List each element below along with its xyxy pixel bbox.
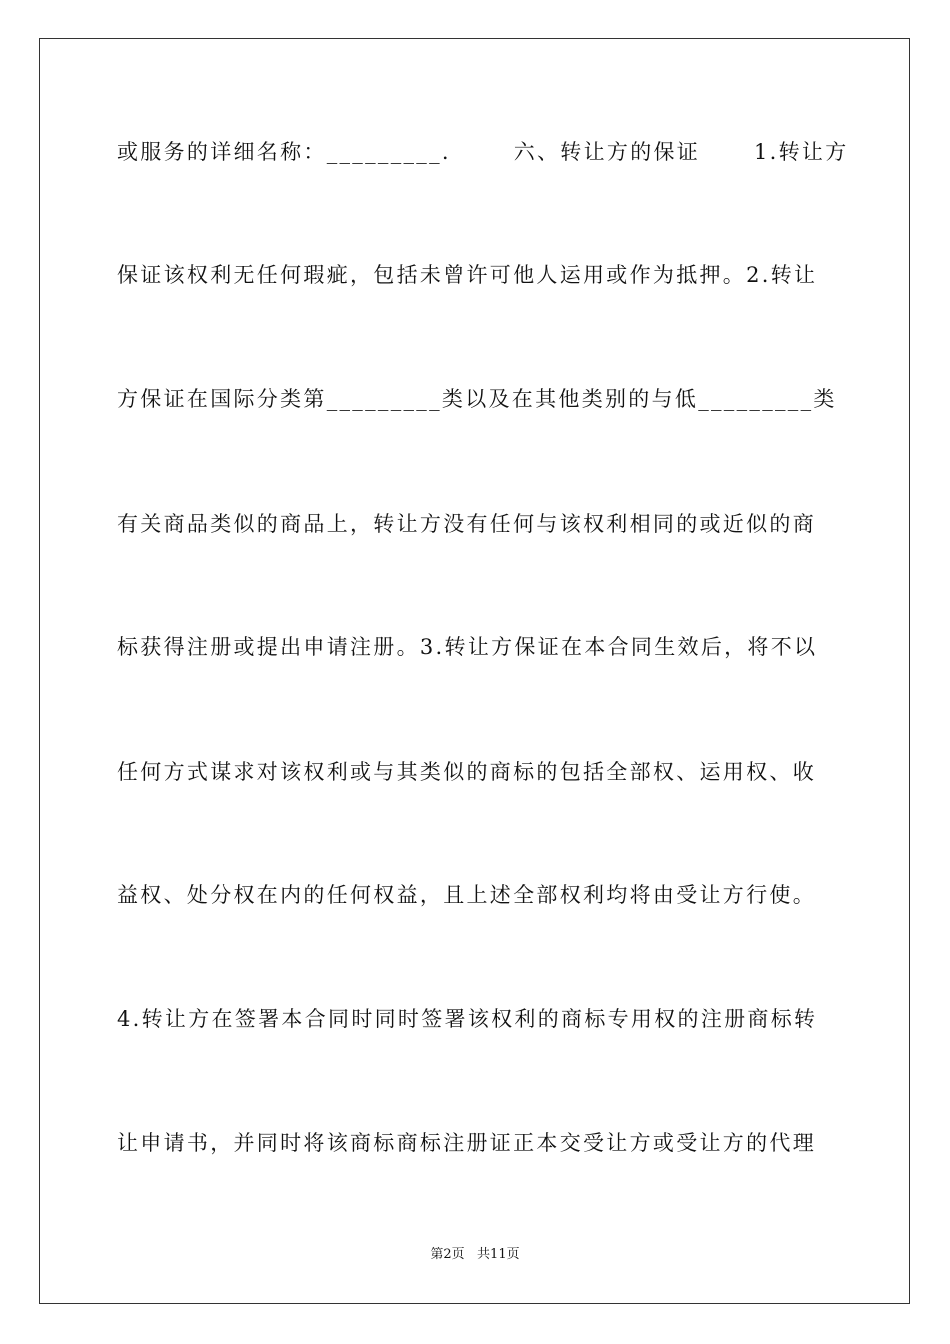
text-line: 或服务的详细名称：_________. 六、转让方的保证 1.转让方 [117,140,849,164]
text-line: 有关商品类似的商品上，转让方没有任何与该权利相同的或近似的商 [117,512,816,536]
page-border [39,38,910,1304]
text-line: 让申请书，并同时将该商标商标注册证正本交受让方或受让方的代理 [117,1131,816,1155]
text-line: 方保证在国际分类第_________类以及在其他类别的与低_________类 [117,387,837,411]
text-line: 益权、处分权在内的任何权益，且上述全部权利均将由受让方行使。 [117,883,816,907]
text-line: 标获得注册或提出申请注册。3.转让方保证在本合同生效后，将不以 [117,635,818,659]
text-line: 保证该权利无任何瑕疵，包括未曾许可他人运用或作为抵押。2.转让 [117,263,818,287]
text-line: 任何方式谋求对该权利或与其类似的商标的包括全部权、运用权、收 [117,760,816,784]
page-number-footer: 第2页 共11页 [430,1247,520,1262]
text-line: 4.转让方在签署本合同时同时签署该权利的商标专用权的注册商标转 [117,1007,818,1031]
